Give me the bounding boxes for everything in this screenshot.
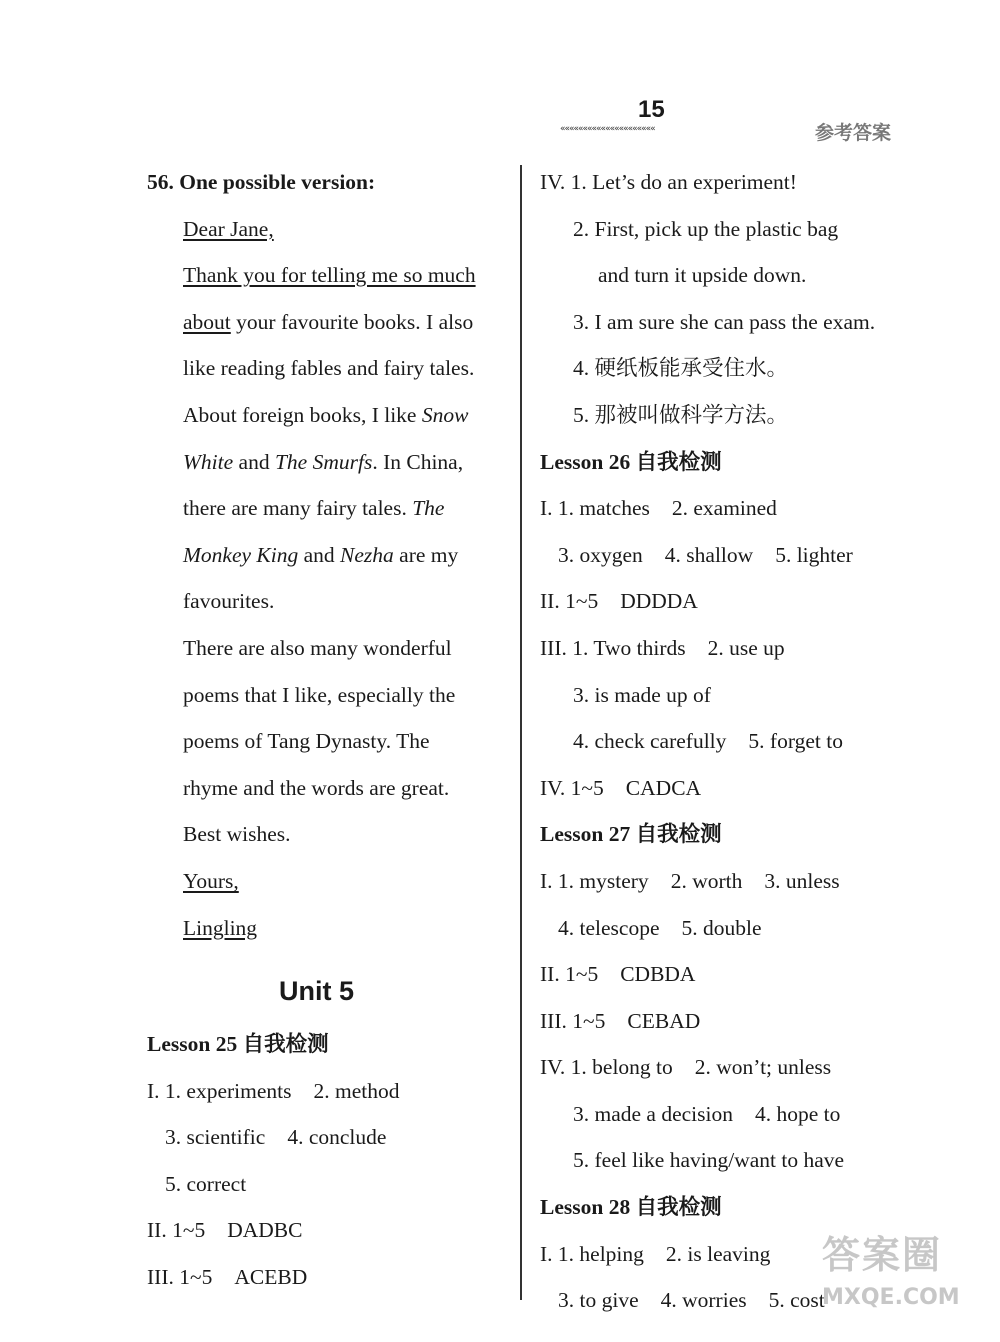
answer: 5. cost: [768, 1288, 825, 1313]
answer: 4. hope to: [755, 1101, 841, 1126]
lesson-28-title: Lesson 28 自我检测: [540, 1195, 722, 1220]
unit-title: Unit 5: [279, 976, 355, 1007]
answer: 2. worth: [670, 868, 743, 893]
letter-line: [147, 257, 507, 304]
letter-line: [147, 397, 507, 444]
lesson-26-title: Lesson 26 自我检测: [540, 449, 722, 474]
letter-text: like reading fables and fairy tales.: [183, 356, 475, 381]
answer: 3. to give: [558, 1288, 639, 1313]
answer: I. 1. mystery: [540, 868, 649, 893]
answer: 2. method: [313, 1078, 400, 1103]
letter-signature: [147, 910, 507, 957]
answer-line: [540, 583, 905, 630]
letter-text: poems of Tang Dynasty. The: [183, 729, 430, 754]
letter-text: about: [183, 309, 231, 334]
letter-text: Thank you for telling me so much: [183, 263, 476, 288]
answer-line: and turn it upside down.: [598, 263, 807, 288]
letter-text: There are also many wonderful: [183, 635, 452, 660]
answer-line: [540, 1003, 905, 1050]
answer-line: [147, 1259, 507, 1306]
answer-line: 5. 那被叫做科学方法。: [573, 402, 789, 427]
answer: 2. use up: [707, 635, 785, 660]
answer: 3. unless: [764, 868, 840, 893]
letter-text: rhyme and the words are great.: [183, 775, 450, 800]
question-56: [147, 164, 507, 211]
answer: 2. is leaving: [665, 1241, 771, 1266]
answer-line: [540, 1096, 905, 1143]
answer: 3. made a decision: [573, 1101, 734, 1126]
watermark-logo: 答案圈: [822, 1233, 943, 1277]
answer: ACEBD: [234, 1265, 308, 1290]
letter-text: and: [233, 449, 275, 474]
answer: 5. correct: [165, 1171, 247, 1196]
answer-line: 3. I am sure she can pass the exam.: [573, 309, 876, 334]
answer: CDBDA: [620, 962, 696, 987]
answer-line: [147, 1212, 507, 1259]
answer: I. 1. helping: [540, 1241, 644, 1266]
header-title: 参考答案: [815, 122, 892, 144]
letter-line: [147, 630, 507, 677]
answer-line: IV. 1. Let’s do an experiment!: [540, 170, 797, 194]
answer-line: [540, 677, 905, 724]
answer-label: III. 1~5: [147, 1265, 213, 1290]
letter-line: [147, 816, 507, 863]
column-divider: [520, 165, 522, 1300]
answer-line: [540, 490, 905, 537]
answer-label: II. 1~5: [540, 962, 599, 987]
answer-line: [540, 863, 905, 910]
watermark-site: MXQE.COM: [822, 1285, 960, 1310]
letter-closing: [147, 863, 507, 910]
lesson-25-title: Lesson 25 自我检测: [147, 1032, 329, 1057]
answer: 3. oxygen: [558, 542, 643, 567]
book-title: The Smurfs: [274, 449, 373, 474]
book-title: Nezha: [340, 542, 394, 567]
letter-text: and: [298, 542, 341, 567]
answer: DADBC: [227, 1218, 303, 1243]
answer-line: [147, 1073, 507, 1120]
answer-line: [540, 723, 905, 770]
letter-line: [147, 444, 507, 491]
answer: 5. feel like having/want to have: [573, 1148, 845, 1173]
answer: 2. examined: [671, 496, 777, 521]
signature-text: Lingling: [183, 915, 258, 940]
answer-line: [540, 770, 905, 817]
answer: 3. is made up of: [573, 682, 711, 707]
letter-line: [147, 490, 507, 537]
letter-line: [147, 304, 507, 351]
book-title: Snow: [421, 402, 469, 427]
answer: 5. double: [681, 915, 762, 940]
letter-text: are my: [393, 542, 459, 567]
answer-line: [540, 537, 905, 584]
answer: 4. telescope: [558, 915, 660, 940]
answer-label: IV. 1~5: [540, 775, 604, 800]
closing-text: Yours,: [183, 868, 239, 893]
book-title: White: [183, 449, 234, 474]
answer: III. 1. Two thirds: [540, 635, 686, 660]
answer-line: [540, 956, 905, 1003]
answer-line: [540, 630, 905, 677]
salutation-text: Dear Jane,: [183, 216, 274, 241]
answer: DDDDA: [620, 589, 698, 614]
answer-label: III. 1~5: [540, 1008, 606, 1033]
letter-line: [147, 723, 507, 770]
right-column: [540, 164, 905, 1329]
letter-salutation: [147, 211, 507, 258]
answer: 4. shallow: [664, 542, 754, 567]
answer: CADCA: [625, 775, 702, 800]
answer: 5. lighter: [775, 542, 853, 567]
left-column: [147, 164, 507, 1306]
answer-line: 2. First, pick up the plastic bag: [573, 216, 839, 241]
answer-line: [147, 1119, 507, 1166]
letter-text: your favourite books. I also: [230, 309, 474, 334]
answer: 4. worries: [660, 1288, 747, 1313]
answer-line: [147, 1166, 507, 1213]
answer: CEBAD: [627, 1008, 701, 1033]
letter-line: [147, 350, 507, 397]
question-number: 56.: [147, 170, 174, 194]
answer: IV. 1. belong to: [540, 1055, 673, 1080]
answer: 5. forget to: [748, 729, 843, 754]
header-decoration: «««««««««««««««««««««: [560, 124, 655, 134]
letter-text: Best wishes.: [183, 822, 291, 847]
letter-text: . In China,: [372, 449, 464, 474]
answer: 4. conclude: [287, 1125, 387, 1150]
lesson-27-title: Lesson 27 自我检测: [540, 822, 722, 847]
letter-line: [147, 677, 507, 724]
answer-line: [540, 910, 905, 957]
book-title: The: [412, 496, 445, 521]
answer: 4. check carefully: [573, 729, 727, 754]
book-title: Monkey King: [183, 542, 299, 567]
letter-line: [147, 537, 507, 584]
question-label: One possible version:: [179, 170, 376, 194]
answer-line: 4. 硬纸板能承受住水。: [573, 356, 789, 381]
answer-label: II. 1~5: [540, 589, 599, 614]
site-watermark: [822, 1224, 982, 1339]
page-number: 15: [638, 96, 665, 123]
answer: 3. scientific: [165, 1125, 266, 1150]
answer: I. 1. matches: [540, 496, 650, 521]
answer-label: II. 1~5: [147, 1218, 206, 1243]
letter-line: [147, 770, 507, 817]
letter-text: favourites.: [183, 589, 275, 614]
answer-line: [540, 1049, 905, 1096]
answer: I. 1. experiments: [147, 1078, 292, 1103]
letter-text: About foreign books, I like: [183, 402, 422, 427]
letter-text: poems that I like, especially the: [183, 682, 456, 707]
answer: 2. won’t; unless: [694, 1055, 832, 1080]
letter-text: there are many fairy tales.: [183, 496, 413, 521]
letter-line: [147, 583, 507, 630]
answer-line: [540, 1142, 905, 1189]
